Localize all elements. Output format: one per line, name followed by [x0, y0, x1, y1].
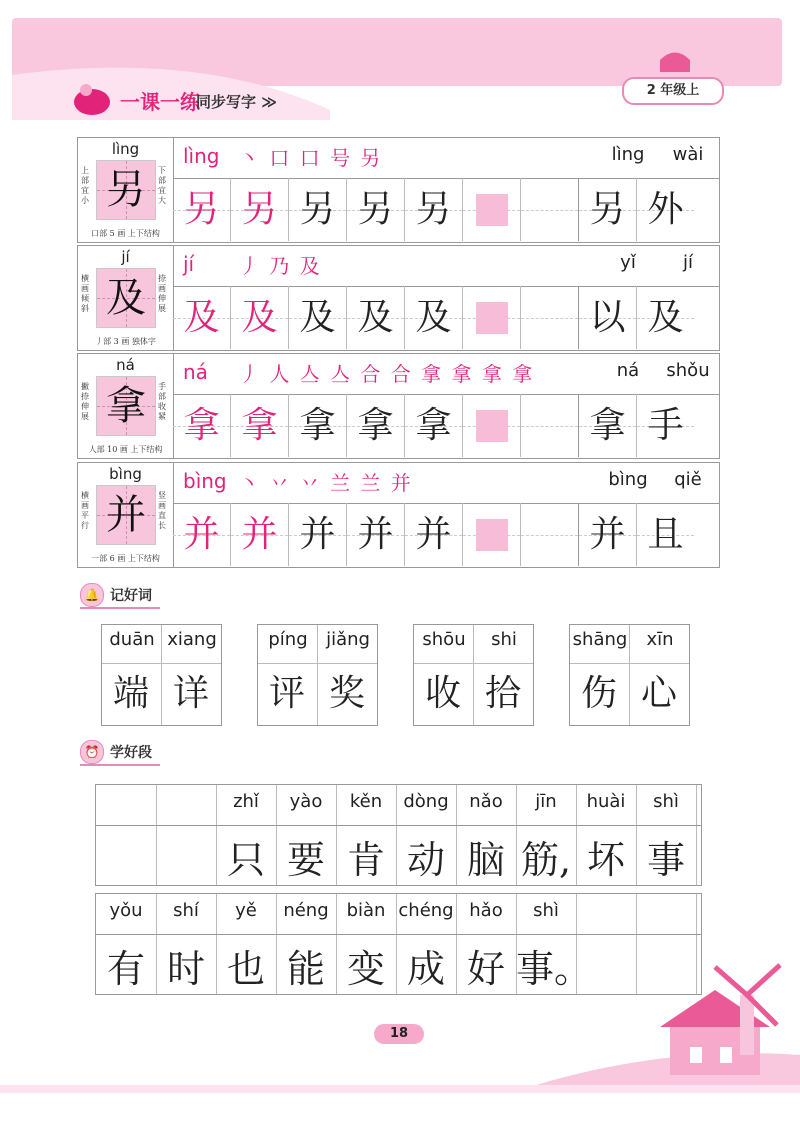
stroke-order-bar: [173, 463, 719, 504]
practice-char: 另: [183, 189, 220, 230]
practice-cell: [347, 503, 405, 566]
page-number: 18: [374, 1024, 424, 1044]
char-row: [77, 245, 720, 351]
passage-pinyin: yǒu: [109, 900, 143, 921]
practice-cell: [231, 394, 289, 457]
word-char: 拿: [589, 405, 626, 446]
model-char: 及: [106, 275, 146, 321]
practice-cell: [579, 394, 637, 457]
word-pinyin: shǒu: [666, 360, 710, 381]
word-char: 以: [589, 297, 626, 338]
passage-char: 事。: [516, 947, 593, 991]
partial-stroke-hint: [476, 410, 508, 442]
practice-char: 及: [415, 297, 452, 338]
passage-char: 筋,: [520, 838, 572, 882]
practice-char: 另: [415, 189, 452, 230]
stroke-order-bar: [173, 354, 719, 395]
passage-char: 成: [406, 947, 445, 991]
practice-cell: [637, 178, 694, 241]
word-box: [569, 624, 690, 726]
char-grid-box: [96, 160, 156, 220]
practice-cell: [405, 178, 463, 241]
word-char: 端: [112, 673, 149, 714]
word-pinyin: píng: [268, 629, 308, 650]
word-pinyin: ná: [616, 360, 640, 381]
word-char: 伤: [580, 673, 617, 714]
passage-char: 好: [466, 947, 505, 991]
char-row: [77, 137, 720, 243]
practice-cell: [463, 286, 521, 349]
word-pinyin: shāng: [572, 629, 628, 650]
practice-cell: [579, 286, 637, 349]
passage-pinyin: huài: [586, 791, 626, 812]
word-char: 手: [647, 405, 684, 446]
practice-cell: [463, 394, 521, 457]
char-pinyin: jí: [121, 248, 130, 266]
stroke-pinyin: ná: [183, 360, 208, 384]
practice-char: 拿: [357, 405, 394, 446]
word-char: 详: [172, 673, 209, 714]
passage-char: 变: [346, 947, 385, 991]
clock-icon: ⏰: [80, 740, 104, 764]
words-section-label: 记好词: [110, 588, 152, 604]
practice-cell: [231, 286, 289, 349]
char-grid-box: [96, 376, 156, 436]
word-char: 奖: [328, 673, 365, 714]
practice-char: 及: [241, 297, 278, 338]
word-char: 心: [640, 673, 677, 714]
passage-char: 坏: [586, 838, 625, 882]
passage-pinyin: kěn: [349, 791, 383, 812]
word-box: [101, 624, 222, 726]
practice-cell: [231, 178, 289, 241]
passage-pinyin: dòng: [403, 791, 449, 812]
practice-cell: [405, 503, 463, 566]
practice-cell: [173, 178, 231, 241]
partial-stroke-hint: [476, 302, 508, 334]
word-pinyin: lìng: [611, 144, 645, 165]
practice-cell: [521, 394, 579, 457]
stroke-order-bar: [173, 246, 719, 287]
practice-char: 并: [299, 514, 336, 555]
practice-cell: [289, 503, 347, 566]
stroke-order-bar: [173, 138, 719, 179]
passage-pinyin: shì: [653, 791, 679, 812]
left-tip: 横画平行: [81, 491, 89, 530]
passage-pinyin: shí: [173, 900, 199, 921]
footer-band: [0, 1085, 800, 1093]
passage-char: 只: [226, 838, 265, 882]
char-pinyin: ná: [116, 356, 135, 374]
word-pinyin: duān: [109, 629, 155, 650]
word-pinyin: yǐ: [620, 252, 636, 273]
word-pinyin: wài: [672, 144, 704, 165]
stroke-order: 丶 口 口 号 另: [239, 146, 383, 170]
char-meta: 一部 6 画 上下结构: [91, 554, 160, 563]
left-tip: 撇捺伸展: [81, 382, 89, 421]
practice-cell: [289, 178, 347, 241]
stroke-pinyin: lìng: [183, 144, 220, 168]
char-info: [78, 463, 174, 567]
stroke-order: 丿 乃 及: [239, 254, 322, 278]
char-meta: 丿部 3 画 独体字: [95, 337, 156, 346]
word-char: 拾: [484, 673, 521, 714]
practice-cell: [463, 503, 521, 566]
char-pinyin: bìng: [109, 465, 142, 483]
passage-pinyin: yào: [289, 791, 323, 812]
passage-pinyin: néng: [283, 900, 329, 921]
practice-cell: [289, 286, 347, 349]
stroke-pinyin: bìng: [183, 469, 227, 493]
partial-stroke-hint: [476, 194, 508, 226]
passage-pinyin: jīn: [535, 791, 557, 812]
passage-pinyin: shì: [533, 900, 559, 921]
char-meta: 口部 5 画 上下结构: [91, 229, 160, 238]
word-char: 另: [589, 189, 626, 230]
passage-char: 要: [286, 838, 325, 882]
stroke-order: 丿 人 亼 亼 合 合 拿 拿 拿 拿: [239, 362, 535, 386]
practice-cell: [521, 178, 579, 241]
practice-cell: [173, 394, 231, 457]
series-title: 一课一练: [120, 90, 200, 114]
model-char: 拿: [106, 383, 146, 429]
practice-cell: [579, 503, 637, 566]
practice-cell: [347, 178, 405, 241]
passage-pinyin: nǎo: [469, 791, 503, 812]
practice-char: 拿: [241, 405, 278, 446]
practice-cell: [231, 503, 289, 566]
practice-cell: [347, 286, 405, 349]
right-tip: 竖画直长: [158, 491, 166, 530]
left-tip: 上部宜小: [81, 166, 89, 205]
stroke-order: 丶 丷 丷 兰 兰 并: [239, 471, 413, 495]
word-pinyin: qiě: [674, 469, 702, 490]
practice-char: 及: [299, 297, 336, 338]
practice-char: 并: [415, 514, 452, 555]
grade-badge: 2 年级上: [622, 77, 724, 105]
practice-char: 并: [183, 514, 220, 555]
passage-char: 动: [406, 838, 445, 882]
model-char: 另: [106, 167, 146, 213]
practice-char: 及: [357, 297, 394, 338]
passage-char: 脑: [466, 838, 505, 882]
char-info: [78, 138, 174, 242]
word-char: 外: [647, 189, 684, 230]
passage-char: 事: [646, 838, 685, 882]
practice-cell: [637, 503, 694, 566]
practice-cell: [521, 286, 579, 349]
passage-section-label: 学好段: [110, 745, 152, 761]
bell-icon: 🔔: [80, 583, 104, 607]
word-pinyin: xīn: [646, 629, 674, 650]
model-char: 并: [106, 492, 146, 538]
word-pinyin: shōu: [422, 629, 466, 650]
char-grid-box: [96, 268, 156, 328]
passage-char: 也: [226, 947, 265, 991]
practice-char: 另: [357, 189, 394, 230]
passage-char: 能: [286, 947, 325, 991]
word-char: 收: [424, 673, 461, 714]
practice-char: 另: [299, 189, 336, 230]
word-char: 且: [647, 514, 684, 555]
word-pinyin: shi: [491, 629, 517, 650]
practice-cell: [521, 503, 579, 566]
section-subtitle: 同步写字 ≫: [196, 93, 277, 111]
passage-pinyin: yě: [235, 900, 257, 921]
char-row: [77, 462, 720, 568]
word-pinyin: xiang: [167, 629, 217, 650]
word-pinyin: jí: [682, 252, 693, 273]
char-pinyin: lìng: [111, 140, 140, 158]
practice-cell: [405, 286, 463, 349]
word-box: [413, 624, 534, 726]
passage-line: [95, 784, 702, 886]
right-tip: 下部宜大: [158, 166, 166, 205]
passage-pinyin: hǎo: [469, 900, 503, 921]
partial-stroke-hint: [476, 519, 508, 551]
char-info: [78, 246, 174, 350]
right-tip: 捺画伸展: [158, 274, 166, 313]
practice-char: 拿: [183, 405, 220, 446]
practice-char: 拿: [415, 405, 452, 446]
practice-cell: [463, 178, 521, 241]
passage-pinyin: biàn: [346, 900, 386, 921]
char-info: [78, 354, 174, 458]
passage-char: 有: [106, 947, 145, 991]
word-pinyin: bìng: [608, 469, 648, 490]
practice-cell: [637, 394, 694, 457]
passage-pinyin: chéng: [398, 900, 454, 921]
word-box: [257, 624, 378, 726]
passage-section-tag: [80, 740, 160, 766]
practice-char: 并: [241, 514, 278, 555]
word-char: 并: [589, 514, 626, 555]
practice-cell: [405, 394, 463, 457]
word-char: 及: [647, 297, 684, 338]
practice-cell: [579, 178, 637, 241]
passage-char: 肯: [346, 838, 385, 882]
practice-cell: [173, 286, 231, 349]
practice-char: 拿: [299, 405, 336, 446]
word-pinyin: jiǎng: [326, 629, 370, 650]
right-tip: 手部收紧: [158, 382, 166, 421]
passage-char: 时: [166, 947, 205, 991]
practice-cell: [173, 503, 231, 566]
practice-cell: [289, 394, 347, 457]
windmill-house-illustration: [520, 955, 800, 1090]
char-row: [77, 353, 720, 459]
practice-char: 另: [241, 189, 278, 230]
passage-pinyin: zhǐ: [233, 791, 259, 812]
practice-char: 并: [357, 514, 394, 555]
practice-cell: [637, 286, 694, 349]
word-char: 评: [268, 673, 305, 714]
stroke-pinyin: jí: [183, 252, 195, 276]
char-grid-box: [96, 485, 156, 545]
char-meta: 人部 10 画 上下结构: [88, 445, 163, 454]
practice-cell: [347, 394, 405, 457]
practice-char: 及: [183, 297, 220, 338]
words-section-tag: [80, 583, 160, 609]
left-tip: 横画倾斜: [81, 274, 89, 313]
